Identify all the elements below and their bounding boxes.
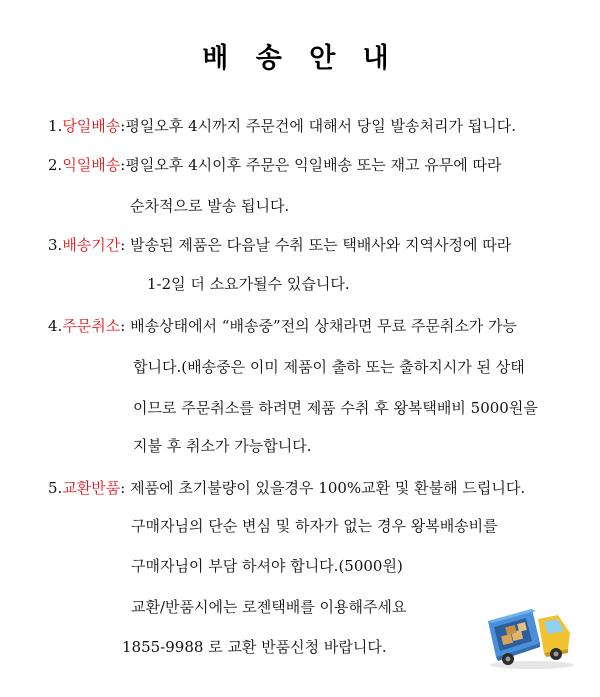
item-3-key: 배송기간 — [62, 236, 121, 254]
item-3-text: : 발송된 제품은 다음날 수취 또는 택배사와 지역사정에 따라 — [120, 236, 512, 254]
item-4-line-3: 이므로 주문취소를 하려면 제품 수취 후 왕복택배비 5000원을 — [133, 399, 538, 417]
item-5-line-3: 구매자님이 부담 하셔야 합니다.(5000원) — [131, 557, 403, 575]
item-1-number: 1. — [48, 117, 63, 135]
item-5-number: 5. — [48, 479, 63, 497]
item-3-line-2: 1-2일 더 소요가될수 있습니다. — [147, 275, 350, 293]
item-2-key: 익일배송 — [62, 156, 121, 174]
page-title: 배 송 안 내 — [202, 43, 398, 74]
item-1-line-1 — [48, 116, 516, 136]
item-5-line-4: 교환/반품시에는 로젠택배를 이용해주세요 — [131, 598, 407, 616]
delivery-truck-icon — [482, 599, 578, 671]
item-2-text: :평일오후 4시이후 주문은 익일배송 또는 재고 유무에 따라 — [120, 156, 502, 174]
item-3-line-1 — [48, 235, 511, 255]
item-5-line-1 — [48, 478, 525, 498]
item-5-line-5: 1855-9988 로 교환 반품신청 바랍니다. — [122, 638, 387, 656]
item-5-key: 교환반품 — [62, 479, 121, 497]
item-4-line-4: 지불 후 취소가 가능합니다. — [133, 437, 312, 455]
item-1-key: 당일배송 — [62, 117, 121, 135]
item-5-text: : 제품에 초기불량이 있을경우 100%교환 및 환불해 드립니다. — [120, 479, 526, 497]
item-4-number: 4. — [48, 317, 63, 335]
item-4-key: 주문취소 — [62, 317, 121, 335]
item-2-number: 2. — [48, 156, 63, 174]
item-3-number: 3. — [48, 236, 63, 254]
item-4-text: : 배송상태에서 “배송중”전의 상채라면 무료 주문취소가 가능 — [120, 317, 518, 335]
item-2-line-1 — [48, 155, 502, 175]
item-2-line-2: 순차적으로 발송 됩니다. — [130, 197, 290, 215]
item-4-line-2: 합니다.(배송중은 이미 제품이 출하 또는 출하지시가 된 상태 — [133, 358, 525, 376]
item-4-line-1 — [48, 316, 517, 336]
item-5-line-2: 구매자님의 단순 변심 및 하자가 없는 경우 왕복배송비를 — [131, 517, 498, 535]
item-1-text: :평일오후 4시까지 주문건에 대해서 당일 발송처리가 됩니다. — [120, 117, 517, 135]
